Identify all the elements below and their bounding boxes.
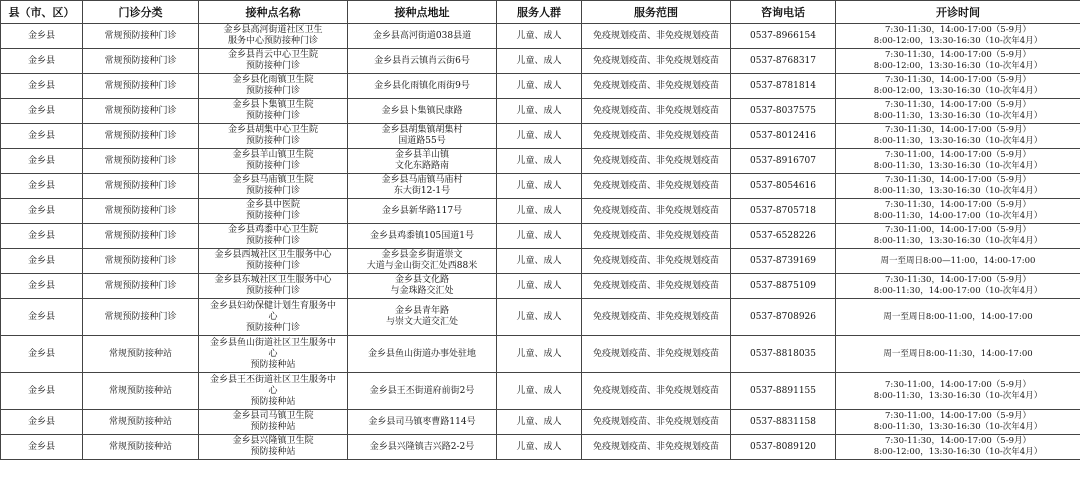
hours-cell: 7:30-11:30，14:00-17:00（5-9月） 8:00-12:00，13:30-16:30（10-次年4月） [836, 49, 1080, 74]
site-name-cell: 金乡县卜集镇卫生院 预防接种门诊 [199, 99, 348, 124]
service-group-cell: 儿童、成人 [497, 336, 582, 373]
service-scope-cell: 免疫规划疫苗、非免疫规划疫苗 [582, 435, 731, 460]
site-address-cell: 金乡县肖云镇肖云街6号 [348, 49, 497, 74]
hours-cell: 7:30-11:30，14:00-17:00（5-9月） 8:00-12:00，13:30-16:30（10-次年4月） [836, 74, 1080, 99]
service-scope-cell: 免疫规划疫苗、非免疫规划疫苗 [582, 24, 731, 49]
clinic-type-cell: 常规预防接种门诊 [83, 299, 199, 336]
site-address-cell: 金乡县司马镇枣曹路114号 [348, 410, 497, 435]
service-group-cell: 儿童、成人 [497, 49, 582, 74]
county-cell: 金乡县 [1, 99, 83, 124]
site-address-cell: 金乡县青年路 与崇文大道交汇处 [348, 299, 497, 336]
site-address-cell: 金乡县羊山镇 文化东路路南 [348, 149, 497, 174]
header-site-name: 接种点名称 [199, 1, 348, 24]
site-name-cell: 金乡县鱼山街道社区卫生服务中 心 预防接种站 [199, 336, 348, 373]
service-group-cell: 儿童、成人 [497, 74, 582, 99]
service-scope-cell: 免疫规划疫苗、非免疫规划疫苗 [582, 336, 731, 373]
service-scope-cell: 免疫规划疫苗、非免疫规划疫苗 [582, 74, 731, 99]
phone-cell: 0537-8781814 [731, 74, 836, 99]
site-address-cell: 金乡县鱼山街道办事处驻地 [348, 336, 497, 373]
service-scope-cell: 免疫规划疫苗、非免疫规划疫苗 [582, 224, 731, 249]
header-hours: 开诊时间 [836, 1, 1080, 24]
table-row [1, 199, 1080, 224]
service-group-cell: 儿童、成人 [497, 224, 582, 249]
county-cell: 金乡县 [1, 373, 83, 410]
service-group-cell: 儿童、成人 [497, 149, 582, 174]
clinic-type-cell: 常规预防接种门诊 [83, 24, 199, 49]
site-name-cell: 金乡县兴隆镇卫生院 预防接种站 [199, 435, 348, 460]
site-address-cell: 金乡县马庙镇马庙村 东大街12-1号 [348, 174, 497, 199]
site-address-cell: 金乡县兴隆镇吉兴路2-2号 [348, 435, 497, 460]
site-name-cell: 金乡县中医院 预防接种门诊 [199, 199, 348, 224]
table-row [1, 149, 1080, 174]
service-scope-cell: 免疫规划疫苗、非免疫规划疫苗 [582, 174, 731, 199]
header-site-address: 接种点地址 [348, 1, 497, 24]
site-address-cell: 金乡县卜集镇民康路 [348, 99, 497, 124]
header-county: 县（市、区） [1, 1, 83, 24]
county-cell: 金乡县 [1, 174, 83, 199]
county-cell: 金乡县 [1, 49, 83, 74]
header-phone: 咨询电话 [731, 1, 836, 24]
county-cell: 金乡县 [1, 74, 83, 99]
table-row [1, 435, 1080, 460]
table-row [1, 410, 1080, 435]
phone-cell: 0537-8012416 [731, 124, 836, 149]
county-cell: 金乡县 [1, 435, 83, 460]
county-cell: 金乡县 [1, 149, 83, 174]
table-row [1, 174, 1080, 199]
clinic-type-cell: 常规预防接种站 [83, 410, 199, 435]
site-address-cell: 金乡县胡集镇胡集村 国道路55号 [348, 124, 497, 149]
clinic-type-cell: 常规预防接种门诊 [83, 49, 199, 74]
clinic-type-cell: 常规预防接种门诊 [83, 149, 199, 174]
site-name-cell: 金乡县王丕街道社区卫生服务中 心 预防接种站 [199, 373, 348, 410]
table-row [1, 224, 1080, 249]
service-group-cell: 儿童、成人 [497, 174, 582, 199]
clinic-type-cell: 常规预防接种门诊 [83, 249, 199, 274]
table-row [1, 249, 1080, 274]
phone-cell: 0537-8089120 [731, 435, 836, 460]
site-address-cell: 金乡县王丕街道府前街2号 [348, 373, 497, 410]
phone-cell: 0537-8037575 [731, 99, 836, 124]
site-name-cell: 金乡县鸡黍中心卫生院 预防接种门诊 [199, 224, 348, 249]
clinic-type-cell: 常规预防接种门诊 [83, 74, 199, 99]
county-cell: 金乡县 [1, 124, 83, 149]
service-scope-cell: 免疫规划疫苗、非免疫规划疫苗 [582, 149, 731, 174]
header-row [1, 1, 1080, 24]
header-service-scope: 服务范围 [582, 1, 731, 24]
clinic-type-cell: 常规预防接种站 [83, 336, 199, 373]
phone-cell: 0537-8818035 [731, 336, 836, 373]
site-name-cell: 金乡县肖云中心卫生院 预防接种门诊 [199, 49, 348, 74]
clinic-type-cell: 常规预防接种门诊 [83, 124, 199, 149]
site-name-cell: 金乡县化雨镇卫生院 预防接种门诊 [199, 74, 348, 99]
table-row [1, 336, 1080, 373]
service-group-cell: 儿童、成人 [497, 274, 582, 299]
service-group-cell: 儿童、成人 [497, 99, 582, 124]
service-group-cell: 儿童、成人 [497, 24, 582, 49]
table-row [1, 74, 1080, 99]
clinic-type-cell: 常规预防接种门诊 [83, 99, 199, 124]
phone-cell: 0537-8966154 [731, 24, 836, 49]
county-cell: 金乡县 [1, 249, 83, 274]
site-address-cell: 金乡县金乡街道崇文 大道与金山街交汇处西88米 [348, 249, 497, 274]
service-group-cell: 儿童、成人 [497, 299, 582, 336]
service-group-cell: 儿童、成人 [497, 124, 582, 149]
table-row [1, 99, 1080, 124]
hours-cell: 7:30-11:30，14:00-17:00（5-9月） 8:00-12:00，13:30-16:30（10-次年4月） [836, 435, 1080, 460]
county-cell: 金乡县 [1, 274, 83, 299]
hours-cell: 周一至周日8:00—11:00，14:00-17:00 [836, 249, 1080, 274]
service-scope-cell: 免疫规划疫苗、非免疫规划疫苗 [582, 274, 731, 299]
site-address-cell: 金乡县新华路117号 [348, 199, 497, 224]
service-scope-cell: 免疫规划疫苗、非免疫规划疫苗 [582, 410, 731, 435]
hours-cell: 周一至周日8:00-11:30，14:00-17:00 [836, 336, 1080, 373]
service-scope-cell: 免疫规划疫苗、非免疫规划疫苗 [582, 99, 731, 124]
clinic-type-cell: 常规预防接种门诊 [83, 199, 199, 224]
table-row [1, 124, 1080, 149]
phone-cell: 0537-8916707 [731, 149, 836, 174]
site-name-cell: 金乡县高河街道社区卫生 服务中心预防接种门诊 [199, 24, 348, 49]
header-clinic-type: 门诊分类 [83, 1, 199, 24]
county-cell: 金乡县 [1, 299, 83, 336]
county-cell: 金乡县 [1, 24, 83, 49]
hours-cell: 7:30-11:30，14:00-17:00（5-9月） 8:00-12:00，13:30-16:30（10-次年4月） [836, 24, 1080, 49]
service-group-cell: 儿童、成人 [497, 199, 582, 224]
hours-cell: 周一至周日8:00-11:00，14:00-17:00 [836, 299, 1080, 336]
service-scope-cell: 免疫规划疫苗、非免疫规划疫苗 [582, 249, 731, 274]
phone-cell: 0537-8705718 [731, 199, 836, 224]
service-group-cell: 儿童、成人 [497, 249, 582, 274]
phone-cell: 0537-8831158 [731, 410, 836, 435]
service-group-cell: 儿童、成人 [497, 373, 582, 410]
service-scope-cell: 免疫规划疫苗、非免疫规划疫苗 [582, 373, 731, 410]
clinic-type-cell: 常规预防接种站 [83, 373, 199, 410]
service-group-cell: 儿童、成人 [497, 410, 582, 435]
hours-cell: 7:30-11:30，14:00-17:00（5-9月） 8:00-11:30，13:30-16:30（10-次年4月） [836, 124, 1080, 149]
service-scope-cell: 免疫规划疫苗、非免疫规划疫苗 [582, 124, 731, 149]
table-row [1, 299, 1080, 336]
table-row [1, 373, 1080, 410]
table-row [1, 274, 1080, 299]
phone-cell: 0537-6528226 [731, 224, 836, 249]
county-cell: 金乡县 [1, 224, 83, 249]
table-body [1, 24, 1080, 460]
site-address-cell: 金乡县高河街道038县道 [348, 24, 497, 49]
header-service-group: 服务人群 [497, 1, 582, 24]
site-name-cell: 金乡县妇幼保健计划生育服务中 心 预防接种门诊 [199, 299, 348, 336]
phone-cell: 0537-8054616 [731, 174, 836, 199]
hours-cell: 7:30-11:00，14:00-17:00（5-9月） 8:00-11:30，13:30-16:30（10-次年4月） [836, 410, 1080, 435]
county-cell: 金乡县 [1, 336, 83, 373]
table-row [1, 24, 1080, 49]
site-address-cell: 金乡县文化路 与金珠路交汇处 [348, 274, 497, 299]
phone-cell: 0537-8891155 [731, 373, 836, 410]
phone-cell: 0537-8768317 [731, 49, 836, 74]
site-address-cell: 金乡县化雨镇化雨街9号 [348, 74, 497, 99]
site-name-cell: 金乡县东城社区卫生服务中心 预防接种门诊 [199, 274, 348, 299]
county-cell: 金乡县 [1, 410, 83, 435]
hours-cell: 7:30-11:30，14:00-17:00（5-9月） 8:00-11:30，13:30-16:30（10-次年4月） [836, 99, 1080, 124]
service-scope-cell: 免疫规划疫苗、非免疫规划疫苗 [582, 299, 731, 336]
site-name-cell: 金乡县西城社区卫生服务中心 预防接种门诊 [199, 249, 348, 274]
hours-cell: 7:30-11:00，14:00-17:00（5-9月） 8:00-11:30，13:30-16:30（10-次年4月） [836, 149, 1080, 174]
service-group-cell: 儿童、成人 [497, 435, 582, 460]
hours-cell: 7:30-11:30，14:00-17:00（5-9月） 8:00-11:30，14:00-17:00（10-次年4月） [836, 274, 1080, 299]
county-cell: 金乡县 [1, 199, 83, 224]
clinic-type-cell: 常规预防接种门诊 [83, 174, 199, 199]
service-scope-cell: 免疫规划疫苗、非免疫规划疫苗 [582, 49, 731, 74]
clinic-type-cell: 常规预防接种站 [83, 435, 199, 460]
site-name-cell: 金乡县马庙镇卫生院 预防接种门诊 [199, 174, 348, 199]
service-scope-cell: 免疫规划疫苗、非免疫规划疫苗 [582, 199, 731, 224]
phone-cell: 0537-8875109 [731, 274, 836, 299]
site-address-cell: 金乡县鸡黍镇105国道1号 [348, 224, 497, 249]
hours-cell: 7:30-11:00，14:00-17:00（5-9月） 8:00-11:30，13:30-16:30（10-次年4月） [836, 224, 1080, 249]
site-name-cell: 金乡县胡集中心卫生院 预防接种门诊 [199, 124, 348, 149]
phone-cell: 0537-8708926 [731, 299, 836, 336]
hours-cell: 7:30-11:30，14:00-17:00（5-9月） 8:00-11:30，13:30-16:30（10-次年4月） [836, 174, 1080, 199]
table-row [1, 49, 1080, 74]
clinic-type-cell: 常规预防接种门诊 [83, 224, 199, 249]
clinic-type-cell: 常规预防接种门诊 [83, 274, 199, 299]
site-name-cell: 金乡县羊山镇卫生院 预防接种门诊 [199, 149, 348, 174]
site-name-cell: 金乡县司马镇卫生院 预防接种站 [199, 410, 348, 435]
hours-cell: 7:30-11:30，14:00-17:00（5-9月） 8:00-11:30，14:00-17:00（10-次年4月） [836, 199, 1080, 224]
phone-cell: 0537-8739169 [731, 249, 836, 274]
hours-cell: 7:30-11:00，14:00-17:00（5-9月） 8:00-11:30，13:30-16:30（10-次年4月） [836, 373, 1080, 410]
